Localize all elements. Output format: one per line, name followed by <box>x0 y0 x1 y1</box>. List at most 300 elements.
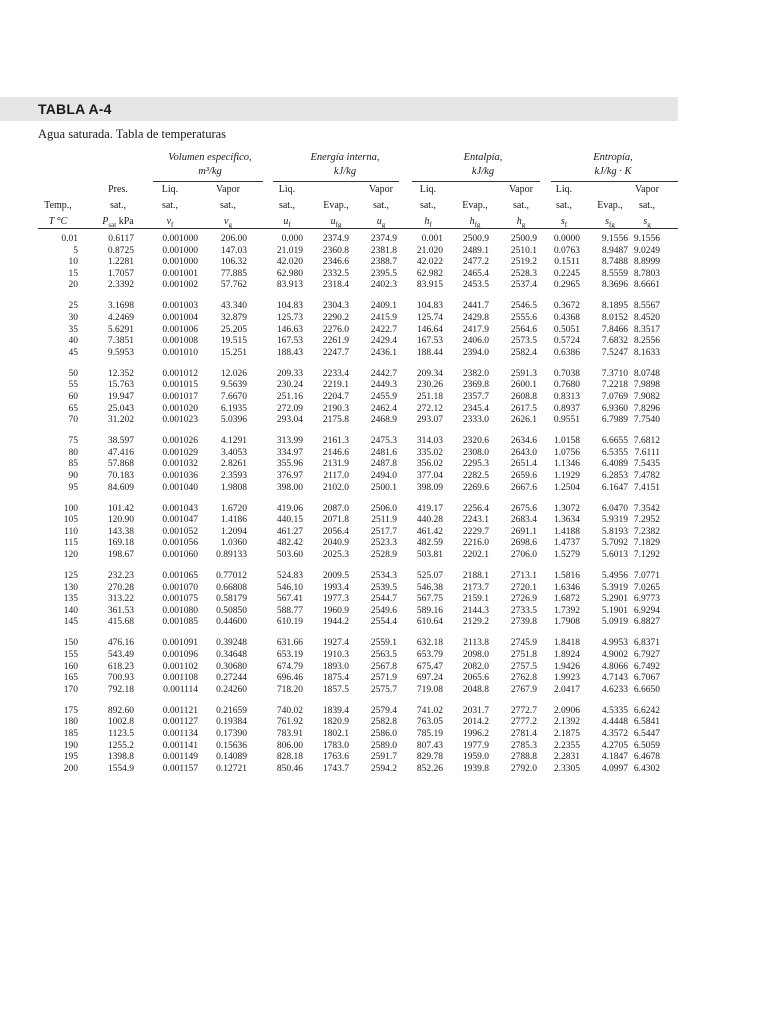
table-cell: 0.21659 <box>216 705 247 716</box>
table-cell: 653.79 <box>416 650 443 660</box>
table-cell: 1.4188 <box>553 526 580 537</box>
table-cell: 0.000 <box>281 234 303 244</box>
table-cell: 0.001040 <box>162 482 198 493</box>
table-cell: 7.0771 <box>633 571 660 581</box>
table-cell: 21.019 <box>276 245 303 256</box>
column-heading-symbol: $v_g$ <box>224 216 232 229</box>
table-cell: 2282.5 <box>462 471 489 481</box>
table-cell: 2582.8 <box>370 717 397 728</box>
group-unit: kJ/kg · K <box>594 166 632 177</box>
table-cell: 618.23 <box>107 661 134 672</box>
table-cell: 145 <box>63 617 78 628</box>
table-cell: 70.183 <box>107 471 134 481</box>
column-heading-line: Liq. <box>278 184 296 195</box>
table-cell: 2591.7 <box>370 752 397 763</box>
table-cell: 1.2504 <box>553 482 580 493</box>
table-cell: 7.4151 <box>633 482 660 493</box>
table-cell: 1763.6 <box>322 752 349 763</box>
table-cell: 5.0396 <box>220 415 247 426</box>
group-unit: kJ/kg <box>333 166 357 177</box>
table-cell: 1959.0 <box>462 752 489 763</box>
table-cell: 6.9773 <box>633 594 660 605</box>
table-cell: 0.001080 <box>162 605 198 616</box>
table-cell: 0.6386 <box>553 347 580 358</box>
table-cell: 0.001020 <box>162 403 198 414</box>
table-cell: 588.77 <box>276 605 303 616</box>
table-cell: 209.34 <box>416 368 443 379</box>
table-cell: 2617.5 <box>510 403 537 414</box>
table-cell: 2102.0 <box>322 482 349 493</box>
table-cell: 6.5447 <box>633 729 660 739</box>
table-cell: 130 <box>63 582 78 593</box>
table-cell: 2667.6 <box>510 482 537 493</box>
table-cell: 2626.1 <box>510 415 537 426</box>
table-cell: 19.947 <box>107 392 134 402</box>
table-cell: 2320.6 <box>462 436 489 447</box>
table-tag: TABLA A-4 <box>38 101 112 117</box>
table-cell: 2087.0 <box>322 503 349 514</box>
table-cell: 1.1346 <box>553 459 580 470</box>
table-cell: 2651.4 <box>510 459 537 470</box>
column-heading-line: sat., <box>372 200 390 211</box>
table-cell: 740.02 <box>276 705 303 716</box>
column-heading-line: sat., <box>555 200 573 211</box>
table-cell: 2733.5 <box>510 605 537 616</box>
table-cell: 2477.2 <box>462 257 489 268</box>
table-cell: 270.28 <box>107 582 134 593</box>
table-cell: 104.83 <box>276 301 303 312</box>
table-cell: 195 <box>63 752 78 763</box>
table-cell: 0.001000 <box>162 234 198 244</box>
table-cell: 0.58179 <box>216 594 247 605</box>
table-cell: 2487.8 <box>370 459 397 470</box>
table-cell: 1554.9 <box>107 763 134 774</box>
table-cell: 2506.0 <box>370 503 397 514</box>
table-cell: 150 <box>63 638 78 649</box>
table-cell: 7.6670 <box>220 392 247 402</box>
table-cell: 2409.1 <box>370 301 397 312</box>
table-cell: 7.3851 <box>107 336 134 347</box>
column-heading-symbol: $s_{fg}$ <box>605 216 615 229</box>
table-cell: 2559.1 <box>370 638 397 649</box>
table-cell: 2586.0 <box>370 729 397 739</box>
table-cell: 0.001047 <box>162 515 198 526</box>
table-cell: 147.03 <box>220 245 247 256</box>
table-cell: 165 <box>63 673 78 684</box>
table-cell: 0.2965 <box>553 280 580 291</box>
table-cell: 8.8999 <box>633 257 660 268</box>
table-cell: 2345.4 <box>462 403 489 414</box>
table-cell: 4.5335 <box>601 705 628 716</box>
table-cell: 2544.7 <box>370 594 397 605</box>
table-cell: 3.4053 <box>220 447 247 458</box>
table-cell: 5.8193 <box>601 526 628 537</box>
table-cell: 5.0919 <box>601 617 628 628</box>
table-cell: 1.4737 <box>553 538 580 549</box>
table-cell: 2031.7 <box>462 705 489 716</box>
table-cell: 2374.9 <box>322 234 349 244</box>
column-heading-line <box>28 182 88 198</box>
table-cell: 175 <box>63 705 78 716</box>
column-heading-line: Liq. <box>555 184 573 195</box>
table-cell: 2082.0 <box>462 661 489 672</box>
table-cell: 2357.7 <box>462 392 489 402</box>
table-cell: 7.0265 <box>633 582 660 593</box>
table-cell: 6.8371 <box>633 638 660 649</box>
table-cell: 2304.3 <box>322 301 349 312</box>
table-cell: 8.2556 <box>633 336 660 347</box>
table-cell: 2204.7 <box>322 392 349 402</box>
table-cell: 2436.1 <box>370 347 397 358</box>
table-cell: 355.96 <box>276 459 303 470</box>
table-cell: 0.001075 <box>162 594 198 605</box>
table-cell: 6.7067 <box>633 673 660 684</box>
table-cell: 1398.8 <box>107 752 134 763</box>
table-cell: 120 <box>63 550 78 560</box>
table-cell: 185 <box>63 729 78 739</box>
table-cell: 2582.4 <box>510 347 537 358</box>
table-cell: 2500.1 <box>370 482 397 493</box>
table-cell: 6.4089 <box>601 459 628 470</box>
table-cell: 2.1875 <box>553 729 580 739</box>
table-cell: 5.6291 <box>107 324 134 335</box>
table-cell: 2243.1 <box>462 515 489 526</box>
table-cell: 1.6872 <box>553 594 580 605</box>
table-cell: 2417.9 <box>462 324 489 335</box>
table-cell: 0.8725 <box>107 245 134 256</box>
table-cell: 2537.4 <box>510 280 537 291</box>
table-cell: 0.001036 <box>162 471 198 481</box>
table-cell: 110 <box>64 526 78 537</box>
table-cell: 1.5279 <box>553 550 580 560</box>
table-cell: 35 <box>68 324 78 335</box>
table-cell: 0.4368 <box>553 313 580 323</box>
table-cell: 2233.4 <box>322 368 349 379</box>
table-tag-bar <box>0 97 678 121</box>
group-name: Entropía, <box>593 152 633 163</box>
table-cell: 0.1511 <box>554 257 580 268</box>
table-cell: 2468.9 <box>370 415 397 426</box>
table-cell: 1.3072 <box>553 503 580 514</box>
table-cell: 2388.7 <box>370 257 397 268</box>
table-cell: 15 <box>68 268 78 279</box>
table-cell: 4.6233 <box>601 684 628 695</box>
column-heading <box>88 182 148 233</box>
table-cell: 8.0748 <box>633 368 660 379</box>
table-cell: 6.6242 <box>633 705 660 716</box>
table-cell: 2129.2 <box>462 617 489 628</box>
table-cell: 105 <box>63 515 78 526</box>
table-cell: 2528.3 <box>510 268 537 279</box>
table-cell: 2269.6 <box>462 482 489 493</box>
table-cell: 1993.4 <box>322 582 349 593</box>
table-cell: 0.19384 <box>216 717 247 728</box>
table-cell: 25 <box>68 301 78 312</box>
column-heading-line: Vapor <box>369 184 393 195</box>
column-heading-symbol: $v_f$ <box>166 216 174 229</box>
table-cell: 251.18 <box>416 392 443 402</box>
table-cell: 0.001000 <box>162 257 198 268</box>
table-cell: 31.202 <box>107 415 134 426</box>
table-cell: 135 <box>63 594 78 605</box>
table-cell: 100 <box>63 503 78 514</box>
table-cell: 7.7540 <box>633 415 660 426</box>
table-cell: 2144.3 <box>462 605 489 616</box>
table-cell: 2634.6 <box>510 436 537 447</box>
table-cell: 8.7488 <box>601 257 628 268</box>
table-cell: 0.14089 <box>216 752 247 763</box>
table-cell: 6.2853 <box>601 471 628 481</box>
group-name: Volumen específico, <box>168 152 252 163</box>
table-cell: 2247.7 <box>322 347 349 358</box>
column-heading-symbol: $h_{fg}$ <box>469 216 481 229</box>
table-cell: 2453.5 <box>462 280 489 291</box>
table-cell: 2.0906 <box>553 705 580 716</box>
table-cell: 852.26 <box>416 763 443 774</box>
table-cell: 2346.6 <box>322 257 349 268</box>
table-cell: 7.2218 <box>601 380 628 391</box>
table-cell: 2295.3 <box>462 459 489 470</box>
table-cell: 169.18 <box>107 538 134 549</box>
table-cell: 0.001026 <box>162 436 198 447</box>
table-cell: 1783.0 <box>322 740 349 751</box>
group-heading-entropy <box>563 151 663 179</box>
group-heading-enthalpy <box>433 151 533 179</box>
table-cell: 2549.6 <box>370 605 397 616</box>
table-cell: 376.97 <box>276 471 303 481</box>
table-cell: 4.1847 <box>601 752 628 763</box>
table-cell: 0.39248 <box>216 638 247 649</box>
table-cell: 0.001114 <box>163 684 198 695</box>
column-heading <box>28 182 88 230</box>
table-cell: 1.7908 <box>553 617 580 628</box>
table-cell: 1.4186 <box>220 515 247 526</box>
table-cell: 190 <box>63 740 78 751</box>
table-cell: 0.50850 <box>216 605 247 616</box>
table-cell: 45 <box>68 347 78 358</box>
column-heading-symbol: $P_{sat}$ kPa <box>102 216 134 229</box>
table-cell: 0.8937 <box>553 403 580 414</box>
table-cell: 0.89133 <box>216 550 247 560</box>
table-cell: 785.19 <box>416 729 443 739</box>
table-cell: 2429.8 <box>462 313 489 323</box>
table-cell: 1.5816 <box>553 571 580 581</box>
table-cell: 198.67 <box>107 550 134 560</box>
table-cell: 7.0769 <box>601 392 628 402</box>
table-cell: 30 <box>68 313 78 323</box>
table-cell: 761.92 <box>276 717 303 728</box>
table-cell: 4.4448 <box>601 717 628 728</box>
table-cell: 0.001096 <box>162 650 198 660</box>
table-cell: 5 <box>73 245 78 256</box>
table-cell: 0.12721 <box>216 763 247 774</box>
table-cell: 398.00 <box>276 482 303 493</box>
table-cell: 0.001 <box>421 234 443 244</box>
table-cell: 0.001015 <box>162 380 198 391</box>
table-cell: 0.001127 <box>162 717 198 728</box>
table-cell: 6.5841 <box>633 717 660 728</box>
table-cell: 792.18 <box>107 684 134 695</box>
table-cell: 83.915 <box>416 280 443 291</box>
table-cell: 2575.7 <box>370 684 397 695</box>
table-cell: 6.9360 <box>601 403 628 414</box>
table-cell: 0.17390 <box>216 729 247 739</box>
table-cell: 2691.1 <box>510 526 537 537</box>
table-cell: 2589.0 <box>370 740 397 751</box>
table-cell: 101.42 <box>107 503 134 514</box>
table-cell: 9.1556 <box>633 234 660 244</box>
table-cell: 5.4956 <box>601 571 628 581</box>
table-cell: 20 <box>68 280 78 291</box>
table-cell: 2510.1 <box>510 245 537 256</box>
table-cell: 2442.7 <box>370 368 397 379</box>
table-cell: 8.6661 <box>633 280 660 291</box>
table-cell: 2739.8 <box>510 617 537 628</box>
table-cell: 0.0000 <box>553 234 580 244</box>
table-cell: 2554.4 <box>370 617 397 628</box>
table-cell: 2374.9 <box>370 234 397 244</box>
table-cell: 0.001008 <box>162 336 198 347</box>
table-cell: 4.7143 <box>601 673 628 684</box>
table-cell: 0.001001 <box>162 268 198 279</box>
column-heading-line: sat., <box>109 200 127 211</box>
table-cell: 2751.8 <box>510 650 537 660</box>
table-cell: 2.2831 <box>553 752 580 763</box>
table-cell: 675.47 <box>416 661 443 672</box>
table-cell: 2757.5 <box>510 661 537 672</box>
table-cell: 525.07 <box>416 571 443 581</box>
column-heading-line: sat., <box>638 200 656 211</box>
table-cell: 2175.8 <box>322 415 349 426</box>
table-cell: 2.8261 <box>220 459 247 470</box>
table-cell: 0.001032 <box>162 459 198 470</box>
table-cell: 57.762 <box>220 280 247 291</box>
table-cell: 5.7092 <box>601 538 628 549</box>
table-cell: 1255.2 <box>107 740 134 751</box>
table-cell: 6.6655 <box>601 436 628 447</box>
table-cell: 7.5247 <box>601 347 628 358</box>
table-cell: 146.63 <box>276 324 303 335</box>
table-cell: 741.02 <box>416 705 443 716</box>
table-cell: 7.6832 <box>601 336 628 347</box>
table-cell: 1820.9 <box>322 717 349 728</box>
table-cell: 7.3710 <box>601 368 628 379</box>
table-cell: 8.3517 <box>633 324 660 335</box>
table-cell: 2563.5 <box>370 650 397 660</box>
table-cell: 9.0249 <box>633 245 660 256</box>
table-cell: 2523.3 <box>370 538 397 549</box>
table-cell: 1977.3 <box>322 594 349 605</box>
table-cell: 1123.5 <box>108 729 134 739</box>
table-cell: 7.3542 <box>633 503 660 514</box>
table-cell: 2698.6 <box>510 538 537 549</box>
table-cell: 2382.0 <box>462 368 489 379</box>
table-cell: 461.42 <box>416 526 443 537</box>
table-cell: 2261.9 <box>322 336 349 347</box>
table-cell: 2190.3 <box>322 403 349 414</box>
table-cell: 2475.3 <box>370 436 397 447</box>
table-cell: 476.16 <box>107 638 134 649</box>
column-heading-line: Vapor <box>216 184 240 195</box>
table-cell: 2.2355 <box>553 740 580 751</box>
table-cell: 2290.2 <box>322 313 349 323</box>
table-cell: 0.001065 <box>162 571 198 581</box>
table-cell: 43.340 <box>220 301 247 312</box>
column-heading-symbol: $h_g$ <box>516 216 526 229</box>
table-cell: 1743.7 <box>322 763 349 774</box>
table-cell: 0.2245 <box>553 268 580 279</box>
table-cell: 6.6650 <box>633 684 660 695</box>
table-cell: 209.33 <box>276 368 303 379</box>
table-cell: 2481.6 <box>370 447 397 458</box>
table-cell: 6.0470 <box>601 503 628 514</box>
table-cell: 65 <box>68 403 78 414</box>
table-cell: 0.24260 <box>216 684 247 695</box>
table-cell: 206.00 <box>220 234 247 244</box>
table-cell: 2567.8 <box>370 661 397 672</box>
table-cell: 1910.3 <box>322 650 349 660</box>
table-cell: 0.15636 <box>216 740 247 751</box>
table-cell: 2511.9 <box>371 515 397 526</box>
table-cell: 2767.9 <box>510 684 537 695</box>
table-cell: 7.8296 <box>633 403 660 414</box>
table-cell: 1.0756 <box>553 447 580 458</box>
table-cell: 6.7492 <box>633 661 660 672</box>
table-cell: 9.5639 <box>220 380 247 391</box>
table-cell: 1.2094 <box>220 526 247 537</box>
table-cell: 0.34648 <box>216 650 247 660</box>
table-cell: 2539.5 <box>370 582 397 593</box>
table-cell: 1.6720 <box>220 503 247 514</box>
table-cell: 2065.6 <box>462 673 489 684</box>
table-cell: 589.16 <box>416 605 443 616</box>
column-heading-symbol: T °C <box>48 216 68 227</box>
table-cell: 6.5355 <box>601 447 628 458</box>
table-cell: 440.15 <box>276 515 303 526</box>
table-cell: 1875.4 <box>322 673 349 684</box>
table-cell: 2659.6 <box>510 471 537 481</box>
column-heading-line: Pres. <box>108 184 128 195</box>
table-cell: 80 <box>68 447 78 458</box>
table-cell: 361.53 <box>107 605 134 616</box>
table-cell: 850.46 <box>276 763 303 774</box>
table-cell: 1857.5 <box>322 684 349 695</box>
table-cell: 461.27 <box>276 526 303 537</box>
table-cell: 232.23 <box>107 571 134 581</box>
table-cell: 653.19 <box>276 650 303 660</box>
table-cell: 125.73 <box>276 313 303 323</box>
column-heading <box>140 182 200 233</box>
table-cell: 0.001002 <box>162 280 198 291</box>
table-cell: 2643.0 <box>510 447 537 458</box>
table-cell: 7.5435 <box>633 459 660 470</box>
table-cell: 2098.0 <box>462 650 489 660</box>
table-cell: 503.81 <box>416 550 443 560</box>
table-cell: 2706.0 <box>510 550 537 560</box>
table-cell: 1.0158 <box>553 436 580 447</box>
table-cell: 55 <box>68 380 78 391</box>
table-cell: 334.97 <box>276 447 303 458</box>
table-cell: 2534.3 <box>370 571 397 581</box>
table-cell: 2517.7 <box>370 526 397 537</box>
column-heading-line: Liq. <box>419 184 437 195</box>
table-cell: 251.16 <box>276 392 303 402</box>
table-cell: 230.26 <box>416 380 443 391</box>
table-cell: 4.2469 <box>107 313 134 323</box>
table-cell: 160 <box>63 661 78 672</box>
table-cell: 272.12 <box>416 403 443 414</box>
table-cell: 6.9294 <box>633 605 660 616</box>
